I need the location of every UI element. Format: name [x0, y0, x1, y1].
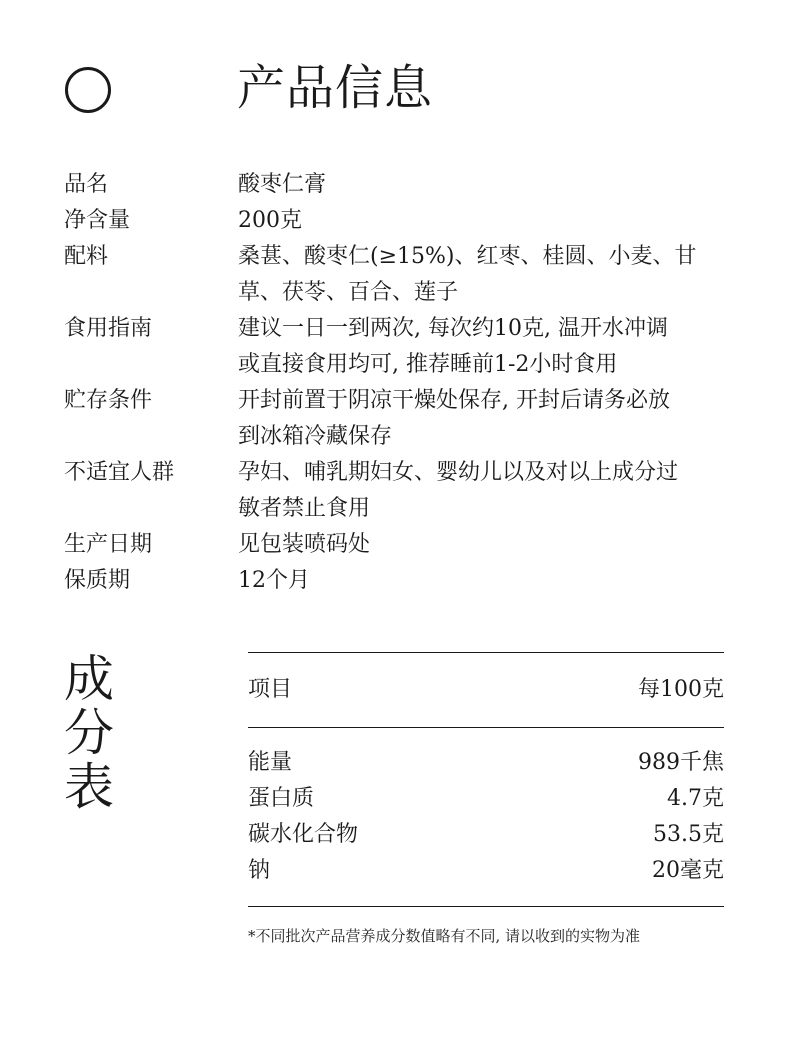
table-row — [248, 817, 724, 853]
info-value — [238, 311, 728, 383]
nutrient-value: 53.5克 — [653, 822, 724, 847]
nutrient-name: 蛋白质 — [248, 786, 315, 811]
info-label: 配料 — [64, 244, 109, 269]
divider — [248, 906, 724, 907]
circle-icon — [65, 67, 111, 113]
info-value-line: 酸枣仁膏 — [238, 172, 327, 197]
info-value — [238, 167, 728, 203]
info-value — [238, 563, 728, 599]
info-value — [238, 527, 728, 563]
info-value — [238, 239, 728, 311]
info-value-line: 孕妇、哺乳期妇女、婴幼儿以及对以上成分过 — [238, 460, 679, 485]
info-label: 生产日期 — [64, 532, 153, 557]
info-label: 保质期 — [64, 568, 131, 593]
info-label: 贮存条件 — [64, 388, 153, 413]
info-row-name — [64, 167, 734, 203]
table-row — [248, 853, 724, 889]
info-row-storage — [64, 383, 734, 455]
info-row-ingredients — [64, 239, 734, 311]
section-title-char: 表 — [64, 758, 114, 816]
nutrient-name: 钠 — [248, 858, 271, 883]
nutrition-table-header — [248, 653, 724, 727]
info-value-line: 200克 — [238, 208, 302, 233]
info-value-line: 开封前置于阴凉干燥处保存, 开封后请务必放 — [238, 388, 670, 413]
nutrient-value: 4.7克 — [667, 786, 724, 811]
section-title-char: 分 — [64, 704, 114, 762]
info-row-net-content — [64, 203, 734, 239]
nutrition-table — [248, 652, 724, 907]
info-row-shelf-life — [64, 563, 734, 599]
info-value-line: 见包装喷码处 — [238, 532, 371, 557]
table-row — [248, 745, 724, 781]
info-value-line: 到冰箱冷藏保存 — [238, 424, 393, 449]
info-label: 净含量 — [64, 208, 131, 233]
column-header-per-100g: 每100克 — [638, 677, 724, 702]
table-row — [248, 781, 724, 817]
info-row-usage — [64, 311, 734, 383]
info-row-unsuitable — [64, 455, 734, 527]
info-value-line: 12个月 — [238, 568, 310, 593]
nutrition-table-body — [248, 728, 724, 906]
info-value-line: 桑葚、酸枣仁(≥15%)、红枣、桂圆、小麦、甘 — [238, 244, 697, 269]
info-label: 品名 — [64, 172, 109, 197]
info-value-line: 建议一日一到两次, 每次约10克, 温开水冲调 — [238, 316, 668, 341]
info-value — [238, 203, 728, 239]
info-value-line: 敏者禁止食用 — [238, 496, 371, 521]
info-value-line: 草、茯苓、百合、莲子 — [238, 280, 459, 305]
nutrition-section-title — [64, 652, 120, 814]
info-value — [238, 383, 728, 455]
nutrient-value: 20毫克 — [652, 858, 724, 883]
info-value-line: 或直接食用均可, 推荐睡前1-2小时食用 — [238, 352, 618, 377]
nutrient-name: 能量 — [248, 750, 293, 775]
info-label: 食用指南 — [64, 316, 153, 341]
nutrition-footnote: *不同批次产品营养成分数值略有不同, 请以收到的实物为准 — [248, 927, 641, 945]
info-row-production-date — [64, 527, 734, 563]
column-header-item: 项目 — [248, 677, 293, 702]
info-label: 不适宜人群 — [64, 460, 175, 485]
page-title: 产品信息 — [237, 60, 434, 116]
nutrient-value: 989千焦 — [638, 750, 724, 775]
info-value — [238, 455, 728, 527]
nutrient-name: 碳水化合物 — [248, 822, 359, 847]
product-info-list — [64, 167, 734, 599]
section-title-char: 成 — [64, 650, 114, 708]
